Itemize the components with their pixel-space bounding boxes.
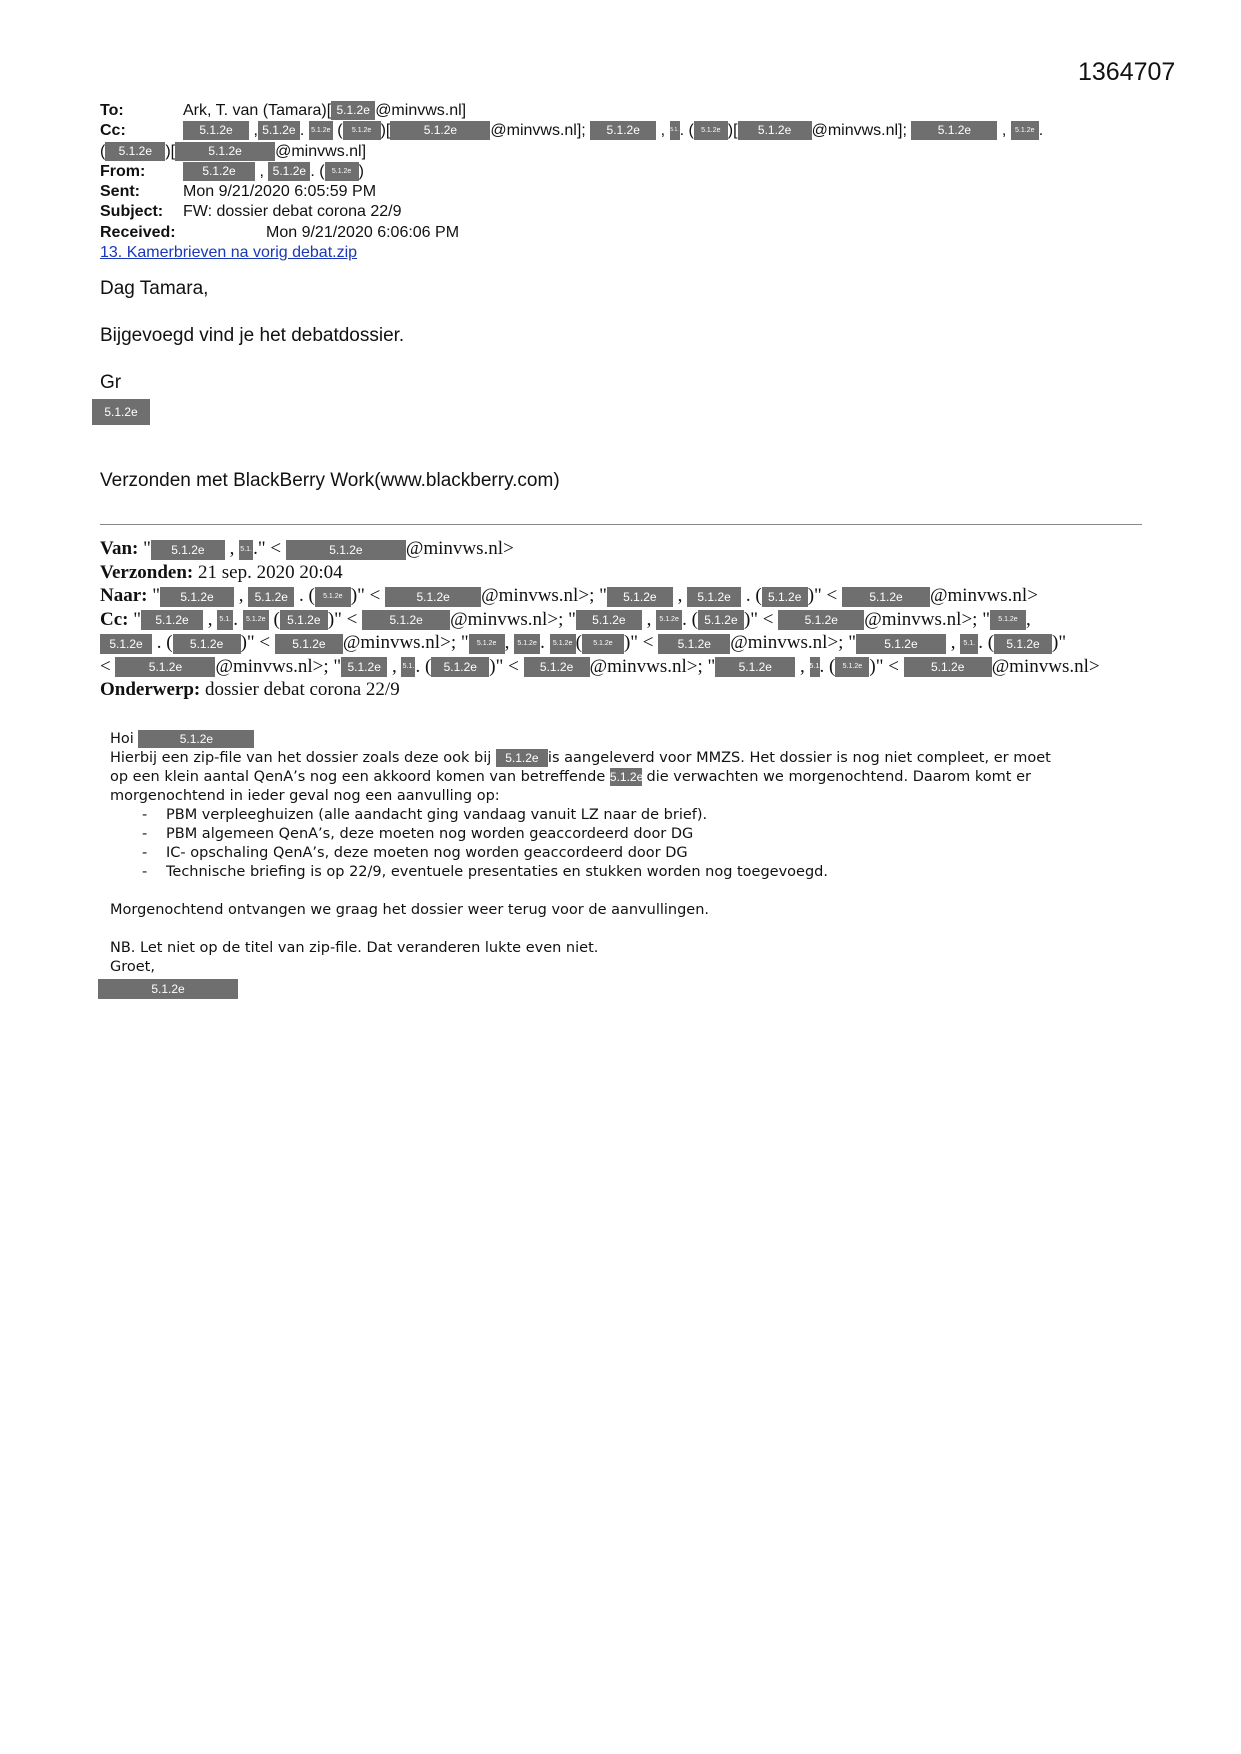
cc-row-3: < 5.1.2e @minvws.nl>; " 5.1.2e , 5.1.. ( 5.1.2e )" < 5.1.2e @minvws.nl>; " 5.1.2e , 5.1.. ( 5.1.2e )" < 5.1.2e @minvws.nl> [100, 655, 1100, 677]
document-number: 1364707 [1078, 58, 1176, 86]
body-line: Bijgevoegd vind je het debatdossier. [100, 325, 405, 346]
redaction: 5.1.2e [904, 657, 992, 677]
email-header [100, 101, 1043, 263]
domain: @minvws.nl> [405, 538, 514, 559]
redaction: 5.1.2e [325, 162, 359, 181]
domain: @minvws.nl> [589, 655, 698, 677]
list-item: - PBM algemeen QenA’s, deze moeten nog worden geaccordeerd door DG [142, 825, 1140, 844]
redaction: 5.1.2e [524, 657, 590, 677]
redaction: 5.1.2e [100, 634, 152, 654]
domain: @minvws.nl> [930, 585, 1038, 606]
separator: . [299, 122, 305, 140]
blackberry-footer: Verzonden met BlackBerry Work(www.blackberry.com) [100, 470, 560, 491]
closing: Gr [100, 372, 122, 393]
divider [100, 524, 1142, 525]
redaction: 5.1.2e [115, 657, 215, 677]
separator: )[ [165, 142, 176, 160]
redaction: 5.1.2e [248, 587, 294, 607]
to-domain: @minvws.nl] [375, 102, 467, 119]
from-row: From: 5.1.2e , 5.1.2e . ( 5.1.2e ) [100, 162, 1043, 182]
redaction: 5.1.2e [331, 101, 375, 120]
redaction: 5.1.2e [856, 634, 946, 654]
to-row [100, 101, 1043, 121]
separator: . [1038, 122, 1044, 140]
redaction: 5.1.2e [175, 142, 275, 161]
redaction: 5.1.2e [286, 540, 406, 560]
sent-row [100, 182, 1043, 202]
redaction: 5.1.2e [762, 587, 808, 607]
redaction: 5.1.2e [362, 610, 450, 630]
redaction: 5.1. [670, 121, 680, 140]
sent-value: Mon 9/21/2020 6:05:59 PM [183, 183, 377, 201]
redaction: 5.1.2e [309, 121, 333, 140]
redaction: 5.1. [401, 657, 415, 677]
redaction: 5.1.2e [390, 121, 490, 140]
redaction: 5.1.2e [341, 657, 387, 677]
hoi-text: Hoi [110, 731, 134, 747]
redaction: 5.1.2e [469, 634, 505, 654]
domain: @minvws.nl> [730, 632, 839, 653]
separator: , [1001, 122, 1007, 140]
separator: )[ [380, 122, 391, 140]
redaction: 5.1.2e [835, 657, 869, 677]
redaction: 5.1.2e [656, 610, 682, 630]
onderwerp-label: Onderwerp: [100, 679, 201, 700]
received-row [100, 223, 1043, 243]
separator: )[ [727, 122, 738, 140]
to-label: To: [100, 102, 124, 119]
separator: ( [688, 122, 694, 140]
list-item: - PBM verpleeghuizen (alle aandacht ging vandaag vanuit LZ naar de brief). [142, 806, 1140, 825]
forwarded-message [110, 730, 1140, 999]
redaction: 5.1.2e [496, 749, 548, 767]
naar-row: Naar: " 5.1.2e , 5.1.2e . ( 5.1.2e )" < 5.1.2e @minvws.nl>; " 5.1.2e , 5.1.2e . ( 5.1.2e )" < 5.1.2e @minvws.nl> [100, 585, 1038, 606]
domain: @minvws.nl> [450, 608, 559, 630]
redaction: 5.1.2e [431, 657, 489, 677]
domain: @minvws.nl> [991, 655, 1100, 677]
message-text: Hierbij een zip-file van het dossier zoals deze ook bij [110, 750, 492, 766]
redaction: 5.1.2e [990, 610, 1026, 630]
separator: ( [337, 122, 343, 140]
redaction: 5.1.2e [315, 587, 351, 607]
redaction: 5.1.2e [698, 610, 744, 630]
redaction: 5.1.2e [243, 610, 269, 630]
separator: , [259, 162, 264, 180]
bullet-list [110, 806, 1140, 882]
redaction: 5.1.2e [687, 587, 741, 607]
redaction: 5.1.2e [694, 121, 728, 140]
redaction: 5.1.2e [994, 634, 1052, 654]
separator: ( [319, 162, 325, 180]
redaction: 5.1. [217, 610, 233, 630]
cc-label: Cc: [100, 122, 126, 140]
redaction: 5.1.2e [268, 162, 310, 181]
redaction-signature: 5.1.2e [92, 399, 150, 425]
subject-value: FW: dossier debat corona 22/9 [183, 203, 402, 221]
redaction: 5.1.2e [778, 610, 864, 630]
attachment-link[interactable]: 13. Kamerbrieven na vorig debat.zip [100, 244, 358, 262]
redaction: 5.1.2e [385, 587, 481, 607]
message-line: NB. Let niet op de titel van zip-file. Dat veranderen lukte even niet. [110, 940, 599, 956]
redaction: 5.1.2e [258, 121, 300, 140]
cc-domain: @minvws.nl] [275, 142, 367, 160]
verzonden-label: Verzonden: [100, 561, 194, 583]
separator: ( [100, 142, 106, 160]
naar-label: Naar: [100, 585, 148, 606]
redaction: 5.1.2e [151, 540, 225, 560]
separator: . [679, 122, 685, 140]
to-text: Ark, T. van (Tamara)[ [183, 102, 332, 119]
cc-domain: @minvws.nl]; [490, 122, 586, 140]
van-label: Van: [100, 538, 139, 559]
redaction: 5.1. [810, 657, 820, 677]
message-line: morgenochtend in ieder geval nog een aanvulling op: [110, 788, 500, 804]
redaction: 5.1. [960, 634, 978, 654]
redaction: 5.1.2e [173, 634, 241, 654]
separator: , [660, 122, 666, 140]
message-line [110, 768, 1140, 787]
redaction: 5.1.2e [138, 730, 254, 748]
van-row: Van: " 5.1.2e , 5.1.." < 5.1.2e @minvws.nl> [100, 538, 514, 559]
forwarded-header [100, 537, 1100, 702]
cc-row-continued [100, 142, 1043, 162]
sent-label: Sent: [100, 183, 140, 201]
subject-row [100, 202, 1043, 222]
redaction: 5.1.2e [658, 634, 730, 654]
message-greeting [110, 730, 1140, 749]
redaction: 5.1.2e [715, 657, 795, 677]
attachment-row [100, 243, 1043, 263]
subject-label: Subject: [100, 203, 164, 221]
redaction: 5.1.2e [609, 770, 644, 784]
redaction: 5.1.2e [141, 610, 203, 630]
onderwerp-value: dossier debat corona 22/9 [205, 679, 400, 700]
redaction: 5.1.2e [842, 587, 930, 607]
redaction: 5.1.2e [911, 121, 997, 140]
message-text: die verwachten we morgenochtend. Daarom komt er [646, 769, 1031, 785]
separator: , [253, 122, 258, 140]
cc-row-2: 5.1.2e . ( 5.1.2e )" < 5.1.2e @minvws.nl>; " 5.1.2e , 5.1.2e . 5.1.2e ( 5.1.2e )" < 5.1.2e @minvws.nl>; " 5.1.2e , 5.1. . ( 5.1.2e )" [100, 631, 1100, 655]
redaction: 5.1.2e [160, 587, 234, 607]
redaction: 5.1.2e [183, 162, 255, 181]
redaction-signature: 5.1.2e [98, 979, 238, 999]
redaction: 5.1. [239, 540, 253, 560]
separator: . [310, 162, 315, 180]
message-line [110, 749, 1140, 768]
redaction: 5.1.2e [738, 121, 812, 140]
redaction: 5.1.2e [105, 142, 165, 161]
redaction: 5.1.2e [280, 610, 328, 630]
cc-label: Cc: [100, 608, 129, 630]
redaction: 5.1.2e [1011, 121, 1039, 140]
verzonden-value: 21 sep. 2020 20:04 [198, 561, 343, 583]
redaction: 5.1.2e [514, 634, 540, 654]
from-label: From: [100, 162, 146, 180]
cc-row [100, 121, 1043, 141]
domain: @minvws.nl> [864, 608, 973, 630]
message-text: is aangeleverd voor MMZS. Het dossier is nog niet compleet, er moet [547, 750, 1051, 766]
redaction: 5.1.2e [183, 121, 249, 140]
redaction: 5.1.2e [576, 610, 642, 630]
list-item: - Technische briefing is op 22/9, eventuele presentaties en stukken worden nog toegevoegd. [142, 863, 1140, 882]
verzonden-row [100, 561, 1100, 585]
redaction: 5.1.2e [590, 121, 656, 140]
message-closing: Groet, [110, 959, 155, 975]
redaction: 5.1.2e [275, 634, 343, 654]
list-item: - IC- opschaling QenA’s, deze moeten nog worden geaccordeerd door DG [142, 844, 1140, 863]
onderwerp-row [100, 678, 1100, 702]
domain: @minvws.nl> [342, 632, 451, 653]
domain: @minvws.nl> [215, 655, 324, 677]
greeting: Dag Tamara, [100, 278, 209, 299]
cc-domain: @minvws.nl]; [811, 122, 907, 140]
redaction: 5.1.2e [607, 587, 673, 607]
domain: @minvws.nl> [481, 585, 590, 606]
received-label: Received: [100, 223, 176, 241]
redaction: 5.1.2e [343, 121, 381, 140]
message-line: Morgenochtend ontvangen we graag het dossier weer terug voor de aanvullingen. [110, 902, 710, 918]
redaction: 5.1.2e [550, 634, 576, 654]
cc-row: Cc: " 5.1.2e , 5.1. . 5.1.2e ( 5.1.2e )" < 5.1.2e @minvws.nl>; " 5.1.2e , 5.1.2e . ( 5.1.2e )" < 5.1.2e @minvws.nl>; " 5.1.2e , [100, 608, 1031, 630]
message-text: op een klein aantal QenA’s nog een akkoord komen van betreffende [110, 769, 606, 785]
redaction: 5.1.2e [582, 634, 624, 654]
received-value: Mon 9/21/2020 6:06:06 PM [266, 223, 460, 241]
